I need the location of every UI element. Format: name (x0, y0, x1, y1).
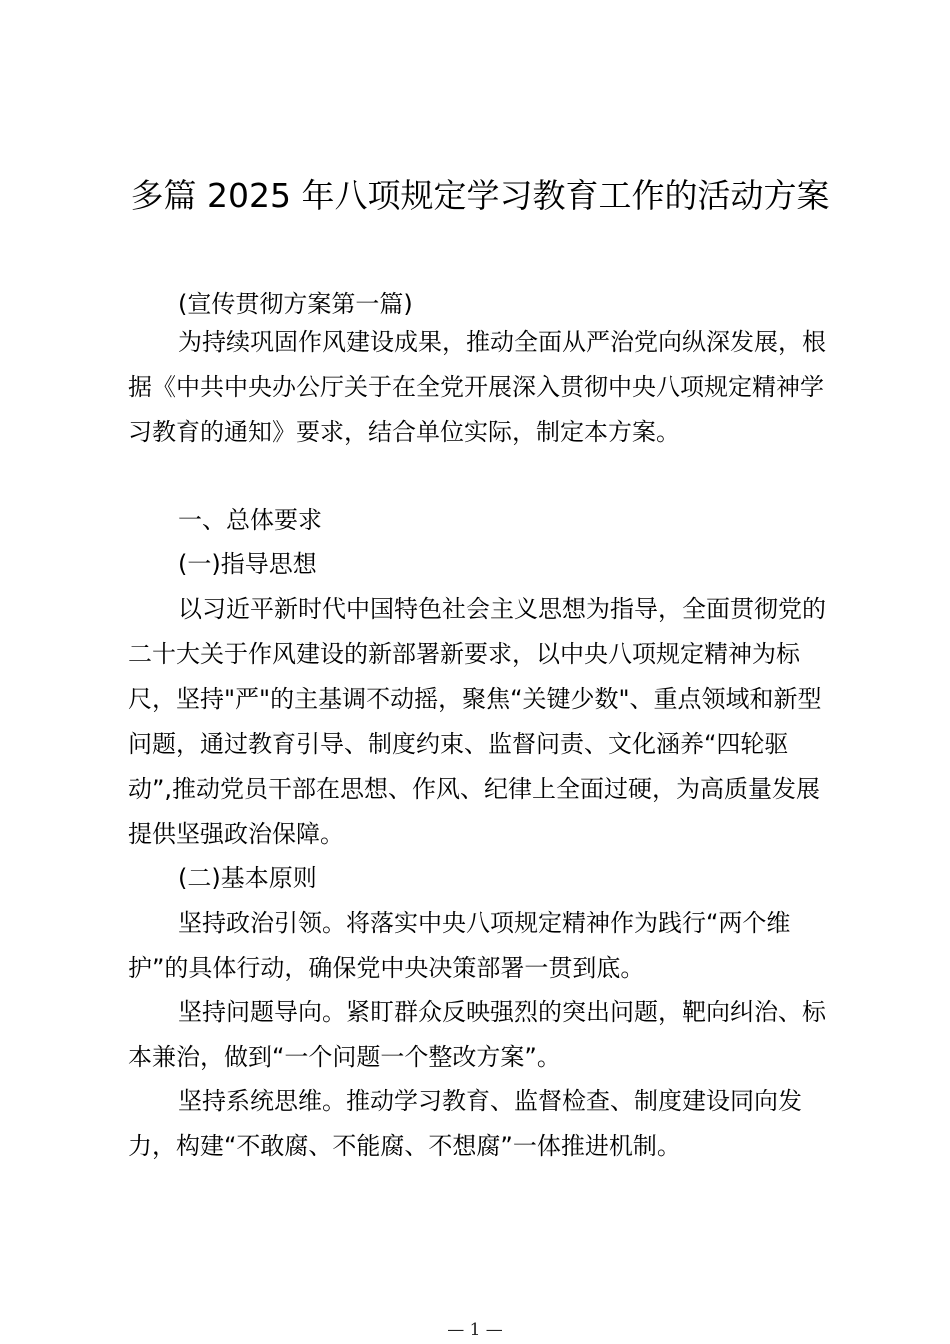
paragraph-subtitle: (宣传贯彻方案第一篇) (178, 290, 413, 318)
paragraph-principle-system: 坚持系统思维。推动学习教育、监督检查、制度建设同向发力，构建“不敢腐、不能腐、不想腐”一体推进机制。 (128, 1087, 802, 1160)
paragraph-intro: 为持续巩固作风建设成果，推动全面从严治党向纵深发展，根据《中共中央办公厅关于在全党开展深入贯彻中央八项规定精神学习教育的通知》要求，结合单位实际，制定本方案。 (128, 328, 826, 446)
heading-general-requirements: 一、总体要求 (178, 506, 322, 534)
page-number: — 1 — (447, 1320, 503, 1340)
paragraph-principle-problem: 坚持问题导向。紧盯群众反映强烈的突出问题，靶向纠治、标本兼治，做到“一个问题一个整改方案”。 (128, 998, 826, 1071)
paragraph-principle-political: 坚持政治引领。将落实中央八项规定精神作为践行“两个维护”的具体行动，确保党中央决策部署一贯到底。 (128, 909, 791, 982)
paragraph-guiding-thought: 以习近平新时代中国特色社会主义思想为指导，全面贯彻党的二十大关于作风建设的新部署新要求，以中央八项规定精神为标尺，坚持"严"的主基调不动摇，聚焦“关键少数"、重点领域和新型问题，通过教育引导、制度约束、监督问责、文化涵养“四轮驱动”,推动党员干部在思想、作风、纪律上全面过硬，为高质量发展提供坚强政治保障。 (128, 595, 826, 848)
heading-basic-principles: (二)基本原则 (178, 864, 317, 892)
document-title: 多篇 2025 年八项规定学习教育工作的活动方案 (130, 176, 830, 215)
heading-guiding-thought: (一)指导思想 (178, 550, 317, 578)
